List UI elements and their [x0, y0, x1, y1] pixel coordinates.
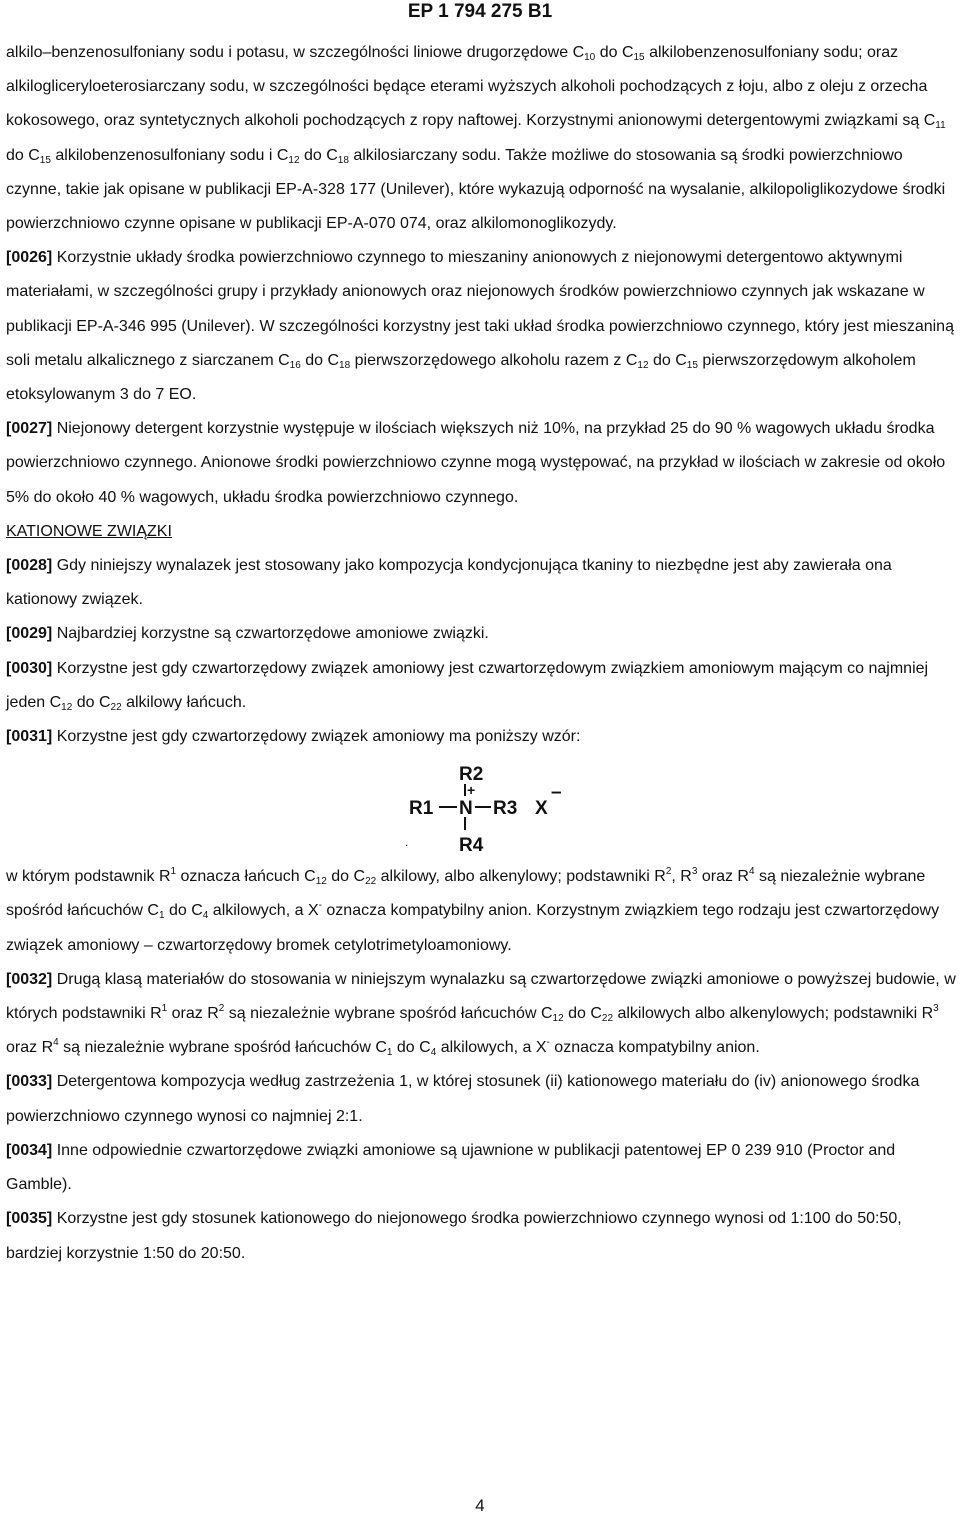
paragraph-0029: [0029] Najbardziej korzystne są czwartorzędowe amoniowe związki.: [6, 625, 489, 643]
formula-minus: –: [551, 782, 562, 804]
chemical-formula: [6, 754, 958, 860]
paragraph-0034: [0034] Inne odpowiednie czwartorzędowe związki amoniowe są ujawnione w publikacji patentowej EP 0 239 910 (Proctor and Gamble).: [6, 1141, 896, 1194]
paragraph-number: [0026]: [6, 249, 53, 267]
patent-number: EP 1 794 275 B1: [407, 1, 553, 22]
page-number: 4: [475, 1496, 485, 1515]
paragraph-number: [0032]: [6, 970, 53, 988]
paragraph-0032: [0032] Drugą klasą materiałów do stosowania w niniejszym wynalazku są czwartorzędowe związki amoniowe o powyższej budowie, w których podstawniki $R^1$ oraz $R^2$ są niezależnie wybrane spośród łańcuchów $C_{12}$ do $C_{22}$ alkilowych albo alkenylowych; podstawniki $R^3$ oraz $R^4$ są niezależnie wybrane spośród łańcuchów $C_1$ do $C_4$ alkilowych, a X- oznacza kompatybilny anion.: [6, 970, 956, 1059]
paragraph-number: [0034]: [6, 1141, 53, 1159]
paragraph-0026: [0026] Korzystnie układy środka powierzchniowo czynnego to mieszaniny anionowych z niejonowymi detergentowo aktywnymi materiałami, w szczególności grupy i przykłady anionowych oraz niejonowych środków powierzchniowo czynnych jak wskazane w publikacji EP-A-346 995 (Unilever). W szczególności korzystny jest taki układ środka powierzchniowo czynnego, który jest mieszaniną soli metalu alkalicznego z siarczanem $C_{16}$ do $C_{18}$ pierwszorzędowego alkoholu razem z $C_{12}$ do $C_{15}$ pierwszorzędowym alkoholem etoksylowanym 3 do 7 EO.: [6, 249, 954, 404]
paragraph-0031-continued: w którym podstawnik $R^1$ oznacza łańcuch $C_{12}$ do $C_{22}$ alkilowy, albo alkenylowy; podstawniki $R^2$, $R^3$ oraz $R^4$ są niezależnie wybrane spośród łańcuchów $C_1$ do $C_4$ alkilowych, a X- oznacza kompatybilny anion. Korzystnym związkiem tego rodzaju jest czwartorzędowy związek amoniowy – czwartorzędowy bromek cetylotrimetyloamoniowy.: [6, 866, 940, 954]
paragraph-0027: [0027] Niejonowy detergent korzystnie występuje w ilościach większych niż 10%, na przykład 25 do 90 % wagowych układu środka powierzchniowo czynnego. Anionowe środki powierzchniowo czynne mogą występować, na przykład w ilościach w zakresie od około 5% do około 40 % wagowych, układu środka powierzchniowo czynnego.: [6, 420, 946, 506]
paragraph-0030: [0030] Korzystne jest gdy czwartorzędowy związek amoniowy jest czwartorzędowym związkiem amoniowym mającym co najmniej jeden $C_{12}$ do $C_{22}$ alkilowy łańcuch.: [6, 659, 929, 713]
paragraph-number: [0033]: [6, 1073, 53, 1091]
paragraph-number: [0029]: [6, 625, 53, 643]
section-heading: KATIONOWE ZWIĄZKI: [6, 522, 172, 540]
paragraph-number: [0031]: [6, 728, 53, 746]
formula-plus: +: [467, 782, 476, 799]
formula-n: N: [459, 798, 473, 820]
paragraph-continuation: alkilo–benzenosulfoniany sodu i potasu, w szczególności liniowe drugorzędowe $C_{10}$ do $C_{15}$ alkilobenzenosulfoniany sodu; oraz alkilogliceryloeterosiarczany sodu, w szczególności będące eterami wyższych alkoholi pochodzących z łoju, albo z oleju z orzecha kokosowego, oraz syntetycznych alkoholi pochodzących z ropy naftowej. Korzystnymi anionowymi detergentowymi związkami są $C_{11}$ do $C_{15}$ alkilobenzenosulfoniany sodu i $C_{12}$ do $C_{18}$ alkilosiarczany sodu. Także możliwe do stosowania są środki powierzchniowo czynne, takie jak opisane w publikacji EP-A-328 177 (Unilever), które wykazują odporność na wysalanie, alkilopoliglikozydowe środki powierzchniowo czynne opisane w publikacji EP-A-070 074, oraz alkilomonoglikozydy.: [6, 44, 946, 233]
paragraph-0033: [0033] Detergentowa kompozycja według zastrzeżenia 1, w której stosunek (ii) kationowego materiału do (iv) anionowego środka powierzchniowo czynnego wynosi co najmniej 2:1.: [6, 1073, 920, 1125]
formula-r3: R3: [493, 798, 518, 820]
formula-r2: R2: [459, 764, 484, 786]
paragraph-number: [0035]: [6, 1210, 53, 1228]
paragraph-number: [0027]: [6, 420, 53, 438]
quaternary-ammonium-formula: [401, 758, 591, 860]
formula-x: X: [535, 798, 548, 820]
paragraph-0031: [0031] Korzystne jest gdy czwartorzędowy związek amoniowy ma poniższy wzór:: [6, 728, 581, 746]
paragraph-0028: [0028] Gdy niniejszy wynalazek jest stosowany jako kompozycja kondycjonująca tkaniny to niezbędne jest aby zawierała ona kationowy związek.: [6, 557, 892, 609]
formula-dot: .: [405, 835, 409, 850]
body-text: [6, 36, 958, 1271]
formula-r4: R4: [459, 835, 484, 857]
paragraph-number: [0030]: [6, 659, 53, 677]
paragraph-number: [0028]: [6, 557, 53, 575]
formula-r1: R1: [409, 798, 434, 820]
paragraph-0035: [0035] Korzystne jest gdy stosunek kationowego do niejonowego środka powierzchniowo czynnego wynosi od 1:100 do 50:50, bardziej korzystnie 1:50 do 20:50.: [6, 1210, 902, 1262]
